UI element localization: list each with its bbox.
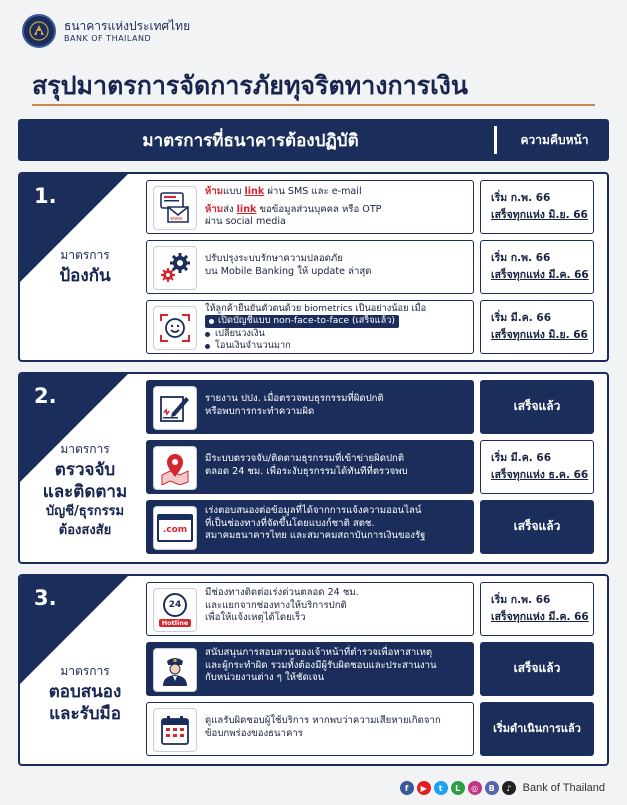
section-label-big: ป้องกัน — [59, 266, 111, 286]
title-underline — [32, 104, 595, 106]
gear-icon — [153, 246, 197, 290]
measure-line: สมาคมธนาคารไทย และสมาคมสถาบันการเงินของรัฐ — [205, 530, 426, 542]
progress-start: เริ่ม ก.พ. 66 — [491, 191, 551, 204]
measure-line: ให้ลูกค้ายืนยันตัวตนด้วย biometrics เป็นอย่างน้อย เมื่อ — [205, 303, 427, 314]
section-label — [26, 246, 144, 287]
progress-start: เริ่ม มี.ค. 66 — [491, 451, 551, 464]
progress-complete: เสร็จทุกแห่ง มี.ค. 66 — [491, 611, 589, 623]
section-number: 2. — [34, 384, 57, 408]
bullet-dot — [205, 344, 210, 349]
section-label-big: และติดตาม — [42, 482, 128, 503]
measure-box — [146, 300, 474, 354]
footer-brand: Bank of Thailand — [522, 782, 605, 794]
bullet-dot — [205, 332, 210, 337]
progress-box — [480, 440, 594, 494]
facebook-icon[interactable]: f — [400, 781, 414, 795]
hotline-icon — [153, 588, 197, 632]
measure-box — [146, 440, 474, 494]
section-response — [18, 574, 609, 766]
measure-line: รายงาน ปปง. เมื่อตรวจพบธุรกรรมที่ผิดปกติ — [205, 393, 384, 404]
brand-thai-name: ธนาคารแห่งประเทศไทย — [64, 18, 191, 33]
measure-line: ปรับปรุงระบบรักษาความปลอดภัย — [205, 253, 343, 264]
measure-box — [146, 240, 474, 294]
footer — [400, 781, 605, 795]
section-label-big: ตอบสนอง — [48, 682, 122, 702]
bullet-text: เปิดบัญชีแบบ non-face-to-face (เสร็จแล้ว) — [218, 315, 395, 327]
calendar-icon — [153, 708, 197, 752]
progress-done: เสร็จแล้ว — [513, 519, 561, 534]
progress-box — [480, 240, 594, 294]
header-bar — [18, 119, 609, 161]
progress-complete: เสร็จทุกแห่ง มิ.ย. 66 — [491, 209, 588, 221]
tiktok-icon[interactable]: ♪ — [502, 781, 516, 795]
progress-start: เริ่ม ก.พ. 66 — [491, 251, 551, 264]
progress-complete: เสร็จทุกแห่ง มิ.ย. 66 — [491, 329, 588, 341]
progress-done: เริ่มดำเนินการแล้ว — [493, 721, 581, 735]
measure-line: ดูแลรับผิดชอบผู้ใช้บริการ หากพบว่าความเสียหายเกิดจาก — [205, 715, 441, 726]
progress-box — [480, 642, 594, 696]
measure-line: หรือพบการกระทำความผิด — [205, 405, 315, 417]
measure-line: สนับสนุนการสอบสวนของเจ้าหน้าที่ตำรวจเพื่อหาสาเหตุ — [205, 647, 433, 658]
progress-start: เริ่ม มี.ค. 66 — [491, 311, 551, 324]
section-label — [26, 440, 144, 541]
section-label-big: ตรวจจับ — [54, 460, 116, 480]
progress-complete: เสร็จทุกแห่ง ธ.ค. 66 — [491, 469, 589, 481]
section-number: 1. — [34, 184, 57, 208]
text-fragment: ส่ง — [223, 203, 237, 215]
report-icon — [153, 386, 197, 430]
highlight-bullet — [205, 315, 399, 327]
progress-box — [480, 180, 594, 234]
sms-email-icon — [153, 186, 197, 230]
link-word: link — [236, 203, 257, 215]
header-progress-label: ความคืบหน้า — [520, 132, 589, 147]
measure-box — [146, 500, 474, 554]
hotline-caption: Hotline — [159, 619, 192, 627]
text-fragment: ผ่าน SMS และ e-mail — [264, 186, 362, 197]
bullet-dot — [209, 319, 214, 324]
measure-line: ข้อบกพร่องของธนาคาร — [205, 727, 303, 739]
measure-box — [146, 582, 474, 636]
measure-box — [146, 180, 474, 234]
section-number: 3. — [34, 586, 57, 610]
header-title: มาตรการที่ธนาคารต้องปฏิบัติ — [142, 130, 359, 151]
measure-line: เร่งตอบสนองต่อข้อมูลที่ได้จากการแจ้งความออนไลน์ — [205, 505, 422, 516]
measure-line: ตลอด 24 ชม. เพื่อระงับธุรกรรมได้ทันทีที่ตรวจพบ — [205, 465, 408, 477]
measure-line: บน Mobile Banking ให้ update ล่าสุด — [205, 265, 372, 277]
progress-complete: เสร็จทุกแห่ง มี.ค. 66 — [491, 269, 589, 281]
ban-word: ห้าม — [205, 186, 224, 197]
page-title: สรุปมาตรการจัดการภัยทุจริตทางการเงิน — [32, 71, 468, 100]
progress-box — [480, 380, 594, 434]
progress-done: เสร็จแล้ว — [513, 661, 561, 676]
ban-word: ห้าม — [205, 203, 224, 215]
hotline-24: 24 — [163, 593, 187, 617]
bullet-text: โอนเงินจำนวนมาก — [215, 340, 291, 352]
progress-box — [480, 300, 594, 354]
dotcom-label: .com — [157, 514, 193, 542]
location-pin-icon — [153, 446, 197, 490]
text-fragment: ขอข้อมูลส่วนบุคคล หรือ OTP — [256, 203, 382, 215]
section-label-mid: บัญชี/ธุรกรรม — [45, 504, 125, 520]
header-divider — [494, 126, 497, 154]
measure-box — [146, 702, 474, 756]
measure-line: ที่เป็นช่องทางที่จัดขึ้นโดยแบงก์ชาติ สตช. — [205, 517, 375, 529]
bot-seal-icon — [22, 14, 56, 48]
progress-box — [480, 702, 594, 756]
section-detection — [18, 372, 609, 564]
section-label-small: มาตรการ — [60, 664, 110, 678]
face-scan-icon — [153, 306, 197, 350]
measure-line: และผู้กระทำผิด รวมทั้งต้องมีผู้รับผิดชอบและประสานงาน — [205, 659, 437, 671]
measure-line: และแยกจากช่องทางให้บริการปกติ — [205, 599, 347, 611]
progress-done: เสร็จแล้ว — [513, 399, 561, 414]
youtube-icon[interactable]: ▶ — [417, 781, 431, 795]
section-label-small: มาตรการ — [60, 442, 110, 456]
line-icon[interactable]: L — [451, 781, 465, 795]
section-label-big: และรับมือ — [49, 704, 121, 725]
measure-line: ผ่าน social media — [205, 216, 286, 228]
brand-english-name: BANK OF THAILAND — [64, 33, 152, 43]
blockdit-icon[interactable]: B — [485, 781, 499, 795]
section-label-mid: ต้องสงสัย — [58, 523, 112, 539]
progress-start: เริ่ม ก.พ. 66 — [491, 593, 551, 606]
text-fragment: แบบ — [223, 186, 245, 197]
measure-box — [146, 642, 474, 696]
section-label-small: มาตรการ — [60, 248, 110, 262]
measure-line: เพื่อให้แจ้งเหตุได้โดยเร็ว — [205, 612, 306, 624]
instagram-icon[interactable]: ◎ — [468, 781, 482, 795]
progress-box — [480, 582, 594, 636]
section-prevention — [18, 172, 609, 362]
measure-line: มีระบบตรวจจับ/ติดตามธุรกรรมที่เข้าข่ายผิดปกติ — [205, 453, 405, 464]
measure-line: มีช่องทางติดต่อเร่งด่วนตลอด 24 ชม. — [205, 587, 359, 598]
measure-box — [146, 380, 474, 434]
svg-text:www.: www. — [170, 216, 184, 222]
bullet-text: เปลี่ยนวงเงิน — [215, 327, 265, 339]
progress-box — [480, 500, 594, 554]
twitter-icon[interactable]: t — [434, 781, 448, 795]
police-officer-icon — [153, 648, 197, 692]
dotcom-icon — [153, 506, 197, 550]
section-label — [26, 662, 144, 725]
measure-line: กับหน่วยงานต่าง ๆ ให้ชัดเจน — [205, 672, 325, 684]
bot-logo — [22, 14, 190, 48]
link-word: link — [244, 186, 265, 197]
